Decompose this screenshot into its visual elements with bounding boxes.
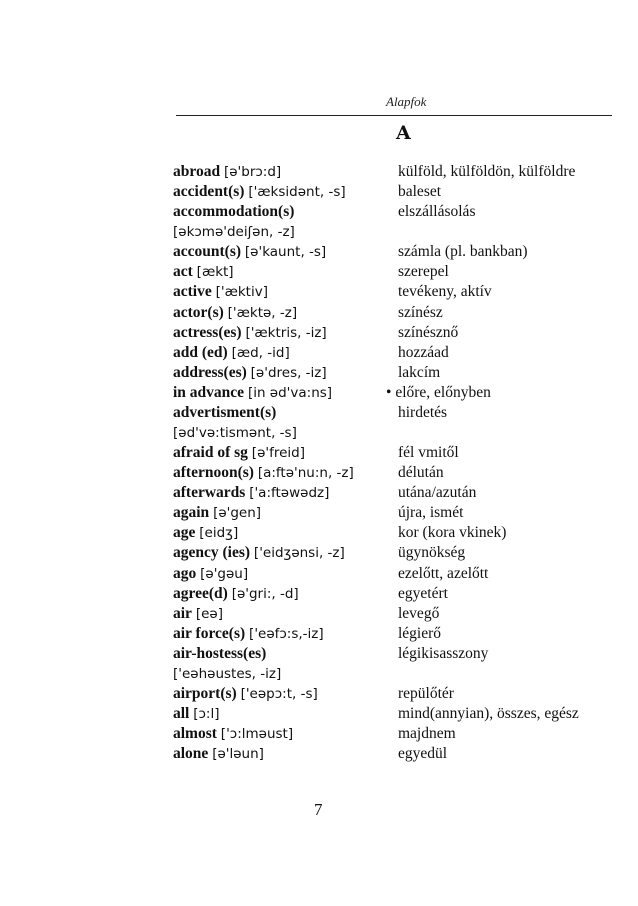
list-item — [173, 503, 633, 523]
list-item — [173, 624, 633, 644]
entry-headword — [173, 303, 297, 323]
entry-headword — [173, 503, 261, 523]
entry-headword — [173, 222, 295, 242]
running-header-title: Alapfok — [386, 94, 427, 109]
entry-meaning-text: számla (pl. bankban) — [398, 243, 528, 261]
entry-phonetic: ['æktris, -iz] — [245, 324, 327, 341]
list-item — [173, 704, 633, 724]
entry-meaning-text: levegő — [398, 604, 440, 622]
entry-headword — [173, 604, 223, 624]
entry-word: in advance — [173, 383, 245, 401]
entry-phonetic: [ə'freid] — [251, 445, 305, 462]
entry-headword — [173, 162, 281, 182]
entry-meaning-text: ezelőtt, azelőtt — [398, 564, 489, 582]
entry-word: almost — [173, 725, 217, 743]
list-item — [173, 523, 633, 543]
list-item — [173, 483, 633, 503]
bullet-marker: • — [386, 383, 392, 401]
entry-headword — [173, 664, 281, 684]
entry-phonetic: [ə'gen] — [213, 505, 262, 522]
entry-phonetic: [a:ftə'nu:n, -z] — [257, 465, 354, 482]
entry-meaning-text: hozzáad — [398, 343, 449, 361]
entry-word: advertisment(s) — [173, 403, 277, 421]
entry-phonetic: [əkɔmə'deiʃən, -z] — [173, 224, 295, 241]
entry-phonetic: [ə'dres, -iz] — [250, 364, 327, 381]
entry-headword — [173, 704, 220, 724]
entry-meaning — [398, 604, 439, 624]
entry-phonetic: [ə'gri:, -d] — [231, 585, 299, 602]
entry-word: air-hostess(es) — [173, 644, 267, 662]
entry-meaning — [398, 242, 528, 262]
entry-word: act — [173, 263, 193, 281]
entry-meaning-text: elszállásolás — [398, 203, 476, 221]
entry-meaning-text: hirdetés — [398, 403, 448, 421]
entry-headword — [173, 564, 248, 584]
entry-meaning-text: utána/azután — [398, 484, 477, 502]
entry-meaning-text: légikisasszony — [398, 644, 489, 662]
entry-meaning — [398, 443, 459, 463]
page-number: 7 — [314, 800, 323, 819]
entry-meaning — [398, 523, 506, 543]
entry-meaning — [398, 624, 441, 644]
entry-meaning-text: tevékeny, aktív — [398, 283, 492, 301]
entry-headword — [173, 644, 266, 664]
entry-headword — [173, 744, 264, 764]
entry-meaning-text: újra, ismét — [398, 504, 464, 522]
list-item — [173, 262, 633, 282]
list-item — [173, 684, 633, 704]
entry-word: actress(es) — [173, 323, 242, 341]
entry-meaning-text: külföld, külföldön, külföldre — [398, 163, 576, 180]
section-letter: A — [396, 122, 411, 144]
entry-meaning-text: egyetért — [398, 584, 448, 602]
entry-meaning — [398, 644, 488, 664]
entry-headword — [173, 724, 293, 744]
list-item — [173, 383, 633, 403]
entry-meaning — [398, 724, 456, 744]
header-rule — [176, 115, 612, 116]
entry-word: accommodation(s) — [173, 203, 295, 221]
entry-phonetic: [ɔ:l] — [193, 706, 220, 723]
entry-meaning — [398, 202, 475, 222]
entry-meaning-text: délután — [398, 464, 444, 482]
list-item — [173, 343, 633, 363]
entry-meaning-text: baleset — [398, 183, 442, 201]
entry-headword — [173, 343, 290, 363]
entry-word: ago — [173, 564, 197, 582]
entry-word: afternoon(s) — [173, 464, 254, 482]
list-item — [173, 543, 633, 563]
entry-word: alone — [173, 745, 209, 763]
entry-phonetic: ['eidʒənsi, -z] — [253, 545, 345, 562]
list-item — [173, 463, 633, 483]
entry-meaning-text: ügynökség — [398, 544, 466, 562]
entry-meaning — [398, 162, 575, 182]
list-item — [173, 162, 633, 182]
entry-word: abroad — [173, 163, 221, 180]
entry-headword — [173, 262, 234, 282]
entry-headword — [173, 403, 276, 423]
entry-word: age — [173, 524, 196, 542]
entry-meaning — [386, 383, 491, 403]
entry-headword — [173, 323, 327, 343]
entry-word: airport(s) — [173, 685, 237, 703]
list-item — [173, 403, 633, 423]
entry-phonetic: [æd, -id] — [231, 344, 290, 361]
entry-headword — [173, 543, 345, 563]
list-item — [173, 202, 633, 222]
entry-meaning — [398, 303, 443, 323]
entry-meaning-text: repülőtér — [398, 685, 454, 703]
entry-word: afterwards — [173, 484, 246, 502]
entry-meaning-text: kor (kora vkinek) — [398, 524, 507, 542]
list-item — [173, 242, 633, 262]
entry-word: air — [173, 604, 192, 622]
entry-word: address(es) — [173, 363, 247, 381]
entry-meaning — [398, 182, 441, 202]
list-item — [173, 323, 633, 343]
entry-phonetic: [eidʒ] — [199, 525, 239, 542]
entry-headword — [173, 684, 318, 704]
entry-phonetic: [ə'kaunt, -s] — [244, 244, 327, 261]
entry-meaning-text: majdnem — [398, 725, 456, 743]
entry-headword — [173, 423, 297, 443]
entry-phonetic: [ə'gəu] — [200, 565, 249, 582]
list-item — [173, 222, 633, 242]
entry-headword — [173, 624, 324, 644]
entry-phonetic: ['æksidənt, -s] — [248, 184, 346, 201]
entry-meaning — [398, 403, 447, 423]
entry-phonetic: [eə] — [195, 605, 223, 622]
entry-phonetic: [in əd'va:ns] — [247, 384, 333, 401]
list-item — [173, 303, 633, 323]
entry-meaning — [398, 543, 465, 563]
list-item — [173, 584, 633, 604]
entry-meaning — [398, 282, 492, 302]
list-item — [173, 423, 633, 443]
list-item — [173, 443, 633, 463]
entry-headword — [173, 282, 268, 302]
list-item — [173, 363, 633, 383]
list-item — [173, 282, 633, 302]
entry-meaning-text: mind(annyian), összes, egész — [398, 705, 579, 723]
entry-headword — [173, 363, 327, 383]
entry-meaning — [398, 343, 449, 363]
entry-meaning — [398, 323, 458, 343]
entry-meaning-text: egyedül — [398, 745, 448, 763]
entry-meaning-text: fél vmitől — [398, 444, 459, 462]
entry-meaning-text: színésznő — [398, 323, 459, 341]
list-item — [173, 724, 633, 744]
list-item — [173, 604, 633, 624]
entry-headword — [173, 383, 332, 403]
entry-phonetic: [ə'ləun] — [212, 746, 264, 763]
list-item — [173, 564, 633, 584]
entry-word: again — [173, 504, 210, 522]
entry-headword — [173, 182, 346, 202]
list-item — [173, 182, 633, 202]
entry-phonetic: ['æktə, -z] — [227, 304, 298, 321]
entry-word: air force(s) — [173, 624, 246, 642]
entry-meaning-text: szerepel — [398, 263, 449, 281]
entry-meaning — [398, 463, 444, 483]
entry-word: agree(d) — [173, 584, 228, 602]
entry-phonetic: [əd'və:tismənt, -s] — [173, 425, 297, 442]
entry-meaning-text: lakcím — [398, 363, 441, 381]
entry-headword — [173, 584, 299, 604]
entry-meaning-text: légierő — [398, 624, 442, 642]
entry-meaning — [398, 483, 476, 503]
entry-phonetic: [ækt] — [196, 264, 234, 281]
list-item — [173, 664, 633, 684]
entry-phonetic: [ə'brɔ:d] — [223, 164, 282, 180]
entry-word: all — [173, 705, 190, 723]
entry-meaning — [398, 262, 449, 282]
entry-phonetic: ['eəpɔ:t, -s] — [240, 686, 318, 703]
entry-headword — [173, 443, 305, 463]
entry-meaning — [398, 744, 447, 764]
entry-word: add (ed) — [173, 343, 228, 361]
entry-word: active — [173, 283, 212, 301]
entry-headword — [173, 483, 329, 503]
entry-phonetic: ['eəhəustes, -iz] — [173, 665, 282, 682]
entry-phonetic: ['a:ftəwədz] — [249, 485, 330, 502]
entry-phonetic: ['eəfɔ:s,-iz] — [249, 625, 324, 642]
entry-meaning-text: színész — [398, 303, 443, 321]
list-item — [173, 644, 633, 664]
dictionary-entries — [173, 162, 633, 764]
entry-headword — [173, 463, 354, 483]
entry-meaning — [398, 503, 463, 523]
entry-meaning-text: előre, előnyben — [395, 383, 491, 401]
entry-word: account(s) — [173, 243, 242, 261]
entry-word: actor(s) — [173, 303, 224, 321]
entry-word: accident(s) — [173, 183, 245, 201]
entry-word: afraid of sg — [173, 444, 248, 462]
list-item — [173, 744, 633, 764]
entry-word: agency (ies) — [173, 544, 251, 562]
entry-headword — [173, 523, 238, 543]
entry-meaning — [398, 363, 440, 383]
entry-headword — [173, 202, 294, 222]
entry-meaning — [398, 584, 448, 604]
entry-meaning — [398, 684, 454, 704]
entry-meaning — [398, 704, 579, 724]
entry-phonetic: ['æktiv] — [215, 284, 268, 301]
entry-headword — [173, 242, 326, 262]
entry-phonetic: ['ɔ:lməust] — [220, 726, 294, 743]
entry-meaning — [398, 564, 488, 584]
